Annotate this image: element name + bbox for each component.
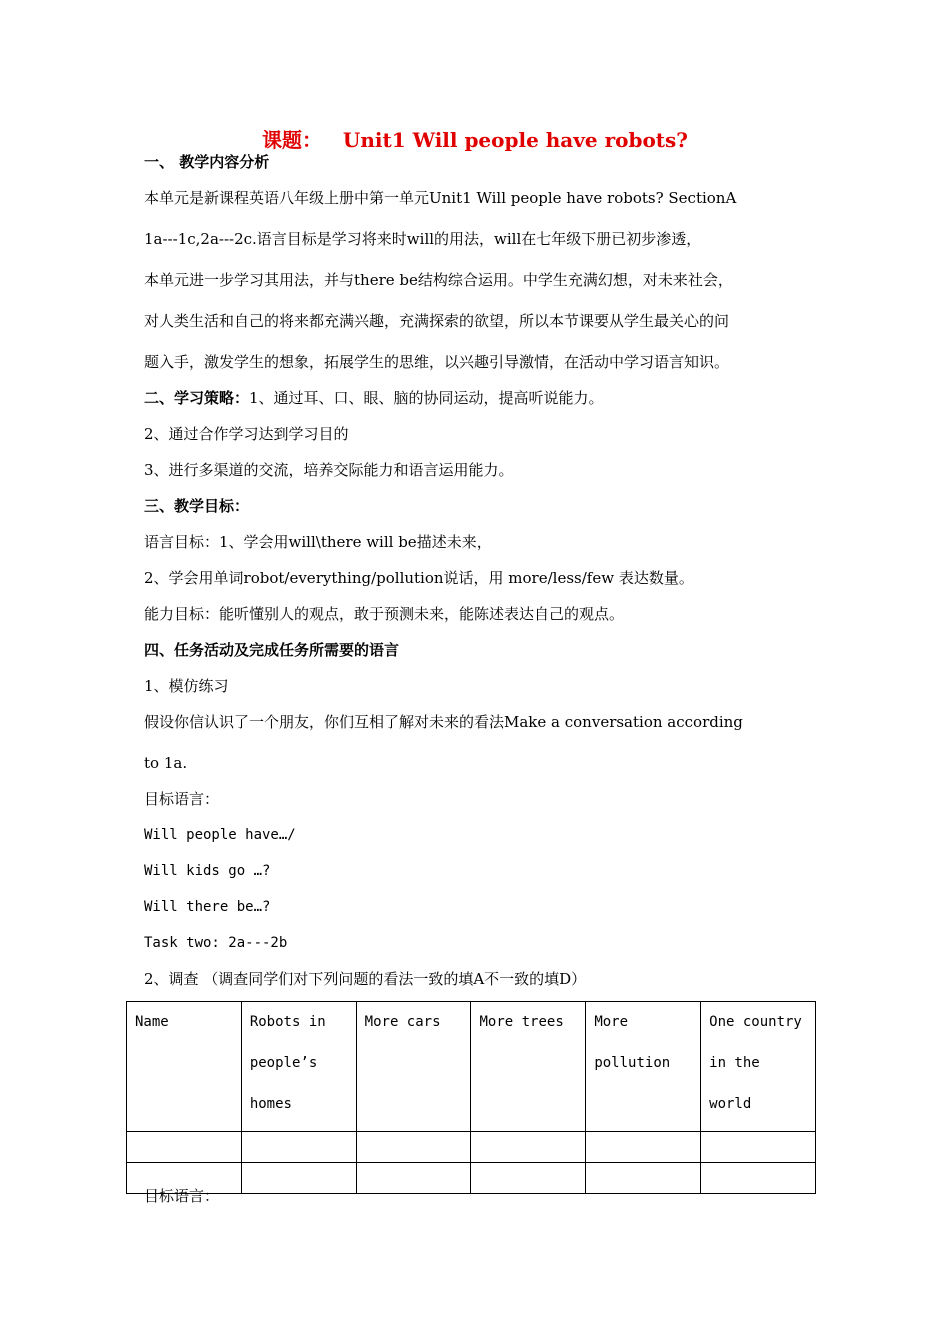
table-header-cell: Name bbox=[127, 1002, 242, 1132]
task1-line: 假设你信认识了一个朋友，你们互相了解对未来的看法Make a conversation according bbox=[144, 713, 743, 731]
table-cell bbox=[701, 1132, 816, 1163]
list-item: 3、进行多渠道的交流，培养交际能力和语言运用能力。 bbox=[144, 461, 514, 479]
table-cell bbox=[471, 1163, 586, 1194]
table-cell bbox=[586, 1163, 701, 1194]
table-cell bbox=[701, 1163, 816, 1194]
paragraph-line: 题入手，激发学生的想象，拓展学生的思维，以兴趣引导激情，在活动中学习语言知识。 bbox=[144, 353, 730, 371]
survey-label: 2、调查 （调查同学们对下列问题的看法一致的填A不一致的填D） bbox=[144, 970, 587, 988]
footer-target-label: 目标语言： bbox=[144, 1187, 220, 1205]
list-item: 语言目标：1、学会用will\there will be描述未来， bbox=[144, 533, 492, 551]
paragraph-line: 对人类生活和自己的将来都充满兴趣，充满探索的欲望，所以本节课要从学生最关心的问 bbox=[144, 312, 730, 330]
phrase: Will there be…? bbox=[144, 899, 271, 915]
table-header-cell: More trees bbox=[471, 1002, 586, 1132]
list-item: 能力目标：能听懂别人的观点，敢于预测未来，能陈述表达自己的观点。 bbox=[144, 605, 625, 623]
page-title: 课题： Unit1 Will people have robots? bbox=[262, 128, 688, 152]
section2-heading: 二、学习策略： bbox=[144, 389, 250, 407]
table-cell bbox=[241, 1132, 356, 1163]
section2-line bbox=[144, 388, 604, 408]
table-cell bbox=[586, 1132, 701, 1163]
table-header-cell: One country in the world bbox=[701, 1002, 816, 1132]
table-row bbox=[127, 1132, 816, 1163]
table-row bbox=[127, 1163, 816, 1194]
phrase: Will kids go …? bbox=[144, 863, 271, 879]
task1-line: to 1a. bbox=[144, 754, 188, 772]
table-header-row bbox=[127, 1002, 816, 1132]
section3-heading: 三、教学目标： bbox=[144, 497, 250, 515]
target-language-label: 目标语言： bbox=[144, 790, 220, 808]
phrase: Will people have…/ bbox=[144, 827, 296, 843]
table-header-cell: More pollution bbox=[586, 1002, 701, 1132]
table-cell bbox=[127, 1132, 242, 1163]
section2-first-item: 1、通过耳、口、眼、脑的协同运动，提高听说能力。 bbox=[249, 389, 604, 407]
section1-heading: 一、 教学内容分析 bbox=[144, 153, 270, 171]
table-header-cell: Robots in people’s homes bbox=[241, 1002, 356, 1132]
paragraph-line: 本单元进一步学习其用法，并与there be结构综合运用。中学生充满幻想，对未来社会， bbox=[144, 271, 733, 289]
task-two-label: Task two: 2a---2b bbox=[144, 935, 288, 951]
section4-heading: 四、任务活动及完成任务所需要的语言 bbox=[144, 641, 400, 659]
table-header-cell: More cars bbox=[356, 1002, 471, 1132]
table-cell bbox=[241, 1163, 356, 1194]
task1-label: 1、模仿练习 bbox=[144, 677, 229, 695]
list-item: 2、通过合作学习达到学习目的 bbox=[144, 425, 349, 443]
table-cell bbox=[356, 1163, 471, 1194]
survey-table bbox=[126, 1001, 816, 1194]
table-cell bbox=[356, 1132, 471, 1163]
list-item: 2、学会用单词robot/everything/pollution说话，用 more/less/few 表达数量。 bbox=[144, 569, 694, 587]
paragraph-line: 本单元是新课程英语八年级上册中第一单元Unit1 Will people have robots? SectionA bbox=[144, 189, 737, 207]
table-cell bbox=[471, 1132, 586, 1163]
paragraph-line: 1a---1c,2a---2c.语言目标是学习将来时will的用法，will在七年级下册已初步渗透， bbox=[144, 230, 702, 248]
